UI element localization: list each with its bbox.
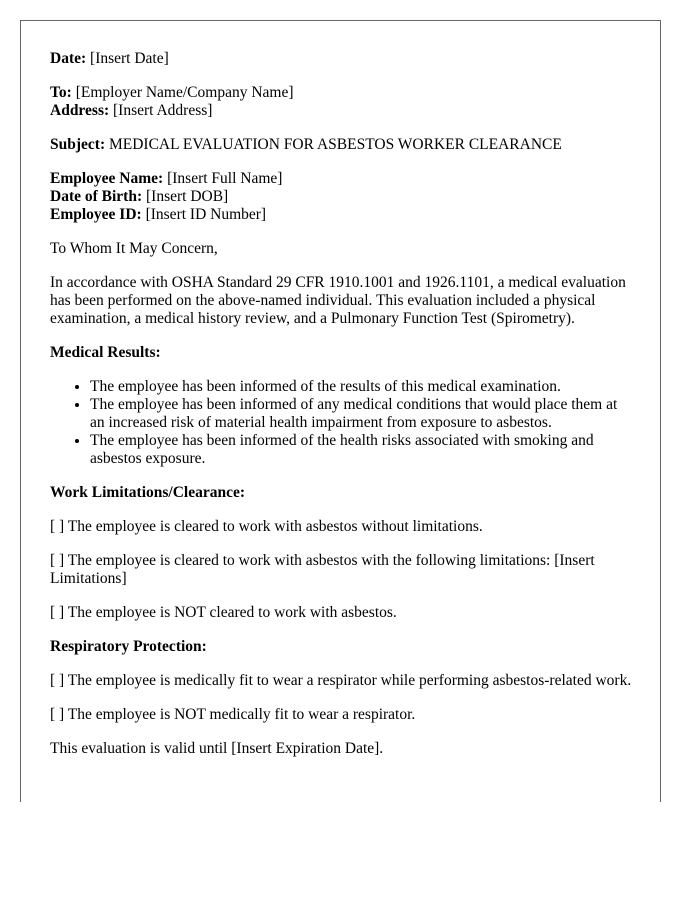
letter-page (20, 20, 661, 802)
address-label: Address: (50, 102, 110, 119)
employee-name-line (50, 170, 635, 188)
employee-id-value: [Insert ID Number] (141, 206, 267, 223)
subject-label: Subject: (50, 136, 106, 153)
subject-line (50, 136, 635, 154)
dob-label: Date of Birth: (50, 188, 143, 205)
clearance-option: [ ] The employee is cleared to work with asbestos with the following limitations: [Insert Limitations] (50, 552, 595, 587)
address-line (50, 102, 635, 120)
recipient-block (50, 84, 635, 120)
dob-value: [Insert DOB] (142, 188, 229, 205)
subject-value: MEDICAL EVALUATION FOR ASBESTOS WORKER CLEARANCE (105, 136, 562, 153)
respirator-option: [ ] The employee is medically fit to wear a respirator while performing asbestos-related work. (50, 672, 632, 689)
dob-line (50, 188, 635, 206)
intro-paragraph: In accordance with OSHA Standard 29 CFR 1910.1001 and 1926.1101, a medical evaluation has been performed on the above-named individual. This evaluation included a physical examination, a medical history review, and a Pulmonary Function Test (Spirometry). (50, 274, 626, 327)
list-item: • The employee has been informed of any medical conditions that would place them at an increased risk of material health impairment from exposure to asbestos. (90, 396, 635, 432)
clearance-option: [ ] The employee is cleared to work with asbestos without limitations. (50, 518, 483, 535)
list-item: • The employee has been informed of the health risks associated with smoking and asbestos exposure. (90, 432, 635, 468)
employee-id-label: Employee ID: (50, 206, 142, 223)
date-label: Date: (50, 50, 87, 67)
employee-name-value: [Insert Full Name] (163, 170, 283, 187)
employee-block (50, 170, 635, 224)
clearance-option: [ ] The employee is NOT cleared to work with asbestos. (50, 604, 397, 621)
list-item: • The employee has been informed of the results of this medical examination. (90, 378, 635, 396)
work-limitations-heading: Work Limitations/Clearance: (50, 484, 246, 501)
date-value: [Insert Date] (86, 50, 169, 67)
respirator-option: [ ] The employee is NOT medically fit to wear a respirator. (50, 706, 416, 723)
salutation: To Whom It May Concern, (50, 240, 218, 257)
medical-results-list (50, 378, 635, 468)
date-line (50, 50, 635, 68)
to-line (50, 84, 635, 102)
letter-content (50, 50, 635, 774)
employee-name-label: Employee Name: (50, 170, 164, 187)
address-value: [Insert Address] (109, 102, 213, 119)
employee-id-line (50, 206, 635, 224)
to-value: [Employer Name/Company Name] (71, 84, 294, 101)
validity-statement: This evaluation is valid until [Insert Expiration Date]. (50, 740, 384, 757)
respiratory-heading: Respiratory Protection: (50, 638, 207, 655)
to-label: To: (50, 84, 72, 101)
medical-results-heading: Medical Results: (50, 344, 161, 361)
